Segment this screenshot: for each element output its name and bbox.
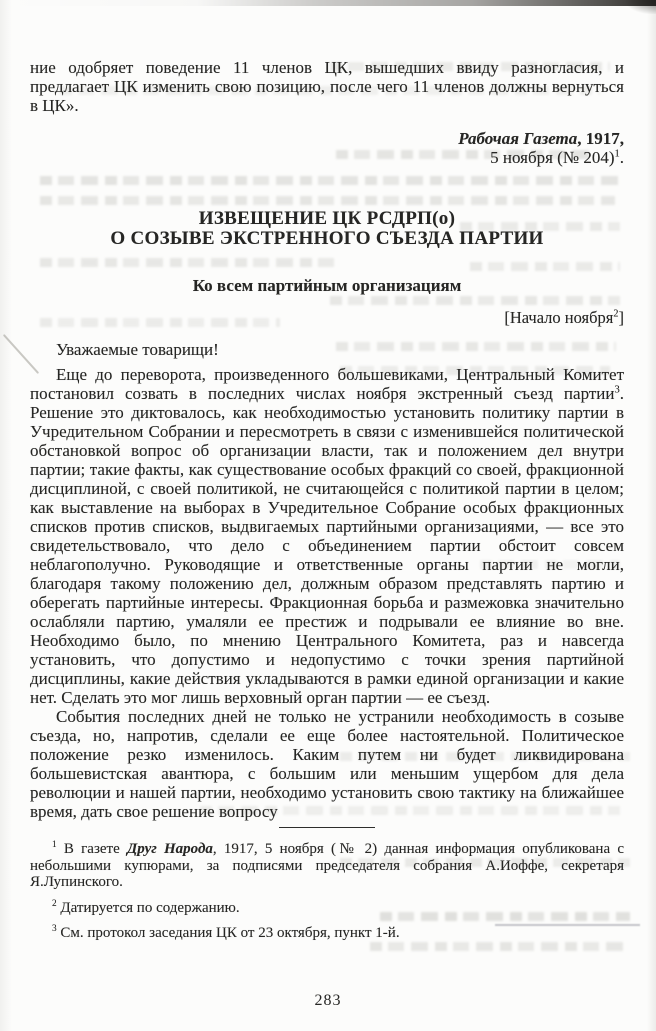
footnote-ref-1: 1 [614, 148, 620, 160]
footnote-2-text: Датируется по содержанию. [60, 899, 240, 916]
source-year: , 1917, [577, 129, 624, 148]
footnote-1-marker: 1 [52, 840, 57, 850]
source-title: Рабочая Газета [458, 129, 578, 148]
date-note-text: [Начало ноября [504, 308, 614, 327]
bleed-through-mark [370, 942, 630, 951]
document-title-line2: О СОЗЫВЕ ЭКСТРЕННОГО СЪЕЗДА ПАРТИИ [110, 228, 544, 249]
scan-corner-shadow [626, 0, 656, 14]
paragraph-1-text: Еще до переворота, произведенного большевиками, Центральный Комитет постановил созвать в последних числах ноября экстренный съезд партии [30, 365, 624, 403]
source-date-text: 5 ноября (№ 204) [490, 148, 615, 167]
footnote-1 [30, 841, 624, 891]
scan-left-edge-shade [0, 0, 12, 1031]
page-number: 283 [314, 992, 342, 1009]
footnote-separator [279, 827, 375, 828]
source-attribution [30, 129, 624, 167]
date-note-close: ] [618, 308, 624, 327]
footnote-3-text: См. протокол заседания ЦК от 23 октября, пункт 1-й. [60, 925, 400, 941]
footnote-1-text: В газете [63, 841, 128, 857]
paragraph-1-continuation: . Решение это диктовалось, как необходимостью установить политику партии в Учредительном Собрании и пересмотреть в связи с изменившейся политической обстановкой вопрос об организации власти, так и положением дел внутри партии; такие факты, как существование особых фракций со своей, фракционной дисциплиной, с своей политикой, не считающейся с политикой партии в целом; как выставление на выборах в Учредительное Собрание особых фракционных списков против списков, выдвигаемых партийными организациями, — все это свидетельствовало, что дело с объединением партии обстоит совсем неблагополучно. Руководящие и ответственные органы партии не могли, благодаря такому положению дел, должным образом представлять партию и оберегать партийные интересы. Фракционная борьба и размежовка значительно ослабляли партию, умаляли ее престиж и подрывали ее влияние во вне. Необходимо было, по мнению Центрального Комитета, раз и навсегда установить, что допустимо и недопустимо с точки зрения партийной дисциплины, какие действия укладываются в рамки единой организации и какие нет. Сделать это мог лишь верховный орган партии — ее съезд. [30, 384, 624, 707]
document-title-line1: ИЗВЕЩЕНИЕ ЦК РСДРП(о) [198, 208, 456, 229]
footnote-ref-2: 2 [613, 308, 619, 320]
scan-right-edge-shade [647, 0, 656, 1031]
document-subtitle: Ко всем партийным организациям [192, 276, 462, 295]
footnote-1-source-title: Друг Народа [127, 841, 213, 857]
source-attribution-line2 [30, 148, 624, 167]
intro-continuation-text: ние одобряет поведение 11 членов ЦК, вышедших ввиду разногласия, и предлагает ЦК изменить свою позицию, после чего 11 членов должны вернуться в ЦК». [30, 58, 624, 115]
footnote-ref-3: 3 [614, 384, 620, 396]
footnote-3-marker: 3 [52, 924, 57, 934]
footnotes-block [30, 841, 624, 942]
scan-top-edge-shadow [0, 0, 656, 6]
footnote-2-marker: 2 [52, 898, 57, 909]
source-attribution-line1 [30, 129, 624, 148]
salutation: Уважаемые товарищи! [56, 340, 219, 359]
footnote-2 [30, 900, 624, 917]
paragraph-1 [30, 365, 624, 707]
date-note [30, 308, 624, 327]
footnote-3 [30, 925, 624, 942]
paragraph-2: События последних дней не только не устранили необходимость в созыве съезда, но, напротив, сделали ее еще более настоятельной. Политическое положение резко изменилось. Каким путем ни будет ликвидирована большевистская авантюра, с большим или меньшим ущербом для дела революции и нашей партии, необходимо установить свою тактику на ближайшее время, дать свое решение вопросу [30, 707, 624, 821]
footnote-1-text-rest: , 1917, 5 ноября (№ 2) данная информация опубликована с небольшими купюрами, за подписями председателя собрания А.Иоффе, секретаря Я.Лупинского. [30, 841, 625, 890]
document-title [30, 209, 624, 249]
source-period: . [619, 148, 624, 167]
